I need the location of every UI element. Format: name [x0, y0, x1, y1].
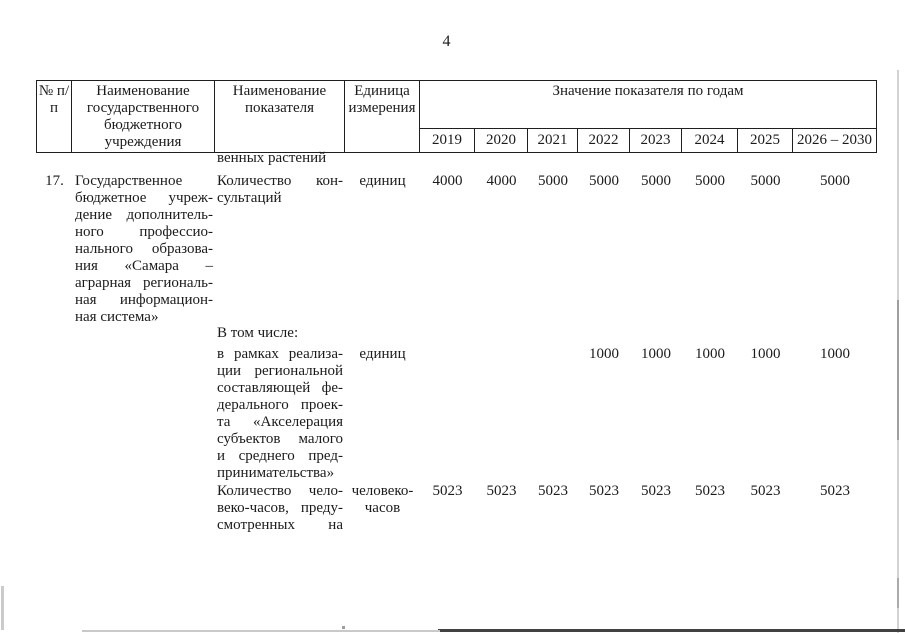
unit-line: человеко-	[351, 483, 414, 499]
header-year-2023: 2023	[630, 129, 682, 153]
institution-line: ная информацион-	[75, 292, 213, 308]
value-cell: 1000	[820, 346, 850, 362]
institution-line: дение дополнитель-	[75, 207, 213, 223]
header-cell-institution: Наименование государственного бюджетного учреждения	[72, 81, 215, 153]
carryover-text: венных растений	[217, 150, 327, 166]
indicator-line: дерального проек-	[217, 397, 343, 413]
value-cell: 5000	[589, 173, 619, 189]
value-cell: 1000	[589, 346, 619, 362]
header-cell-values-title: Значение показателя по годам	[420, 81, 877, 129]
indicator-line: и среднего пред-	[217, 448, 343, 464]
value-cell: 1000	[641, 346, 671, 362]
value-cell: 5000	[750, 173, 781, 189]
indicator-line: субъектов малого	[217, 431, 343, 447]
value-cell: 5023	[695, 483, 725, 499]
institution-line: бюджетное учреж-	[75, 190, 213, 206]
header-cell-unit: Единица измерения	[345, 81, 420, 153]
value-cell: 5023	[641, 483, 671, 499]
value-cell: 5023	[820, 483, 850, 499]
header-year-2020: 2020	[475, 129, 528, 153]
institution-name	[75, 173, 213, 326]
header-cell-num: № п/п	[37, 81, 72, 153]
value-cell: 1000	[695, 346, 725, 362]
page-number: 4	[442, 33, 451, 50]
value-cell: 5000	[641, 173, 671, 189]
institution-line: ния «Самара –	[75, 258, 213, 274]
indicator3-unit	[345, 483, 420, 517]
value-cell: 5000	[820, 173, 850, 189]
value-cell: 5023	[589, 483, 619, 499]
scan-artifact-left-edge	[1, 586, 4, 630]
indicator-line: в рамках реализа-	[217, 346, 343, 362]
indicator-line: сультаций	[217, 190, 282, 206]
header-year-2019: 2019	[420, 129, 475, 153]
scan-artifact-right-edge-dark2	[897, 578, 899, 608]
institution-line: нального образова-	[75, 241, 213, 257]
subtotal-label: В том числе:	[217, 325, 299, 341]
institution-line: ная система»	[75, 309, 159, 325]
scan-artifact-bottom-edge	[438, 629, 905, 632]
indicator-line: Количество чело-	[217, 483, 343, 499]
header-cell-indicator: Наименование показателя	[215, 81, 345, 153]
value-cell: 5023	[750, 483, 781, 499]
indicator-line: веко-часов, преду-	[217, 500, 343, 516]
value-cell: 5000	[538, 173, 568, 189]
value-cell: 4000	[432, 173, 463, 189]
indicator-line: та «Акселерация	[217, 414, 343, 430]
scan-artifact-dot	[342, 626, 345, 629]
value-cell: 5023	[486, 483, 517, 499]
row-number: 17.	[45, 173, 64, 189]
indicator-line: составляющей фе-	[217, 380, 343, 396]
institution-line: Государственное	[75, 173, 183, 189]
indicator1-unit: единиц	[359, 173, 406, 189]
indicator-line: Количество кон-	[217, 173, 343, 189]
indicator-line: смотренных на	[217, 517, 343, 533]
value-cell: 1000	[750, 346, 781, 362]
unit-line: часов	[364, 500, 401, 516]
header-year-2026-2030: 2026 – 2030	[793, 129, 877, 153]
indicator1-name	[217, 173, 343, 207]
indicator2-unit: единиц	[359, 346, 406, 362]
scan-artifact-bottom-edge-light	[82, 630, 440, 632]
scan-artifact-right-edge-dark	[897, 300, 899, 440]
value-cell: 5000	[695, 173, 725, 189]
header-year-2022: 2022	[578, 129, 630, 153]
indicator3-name	[217, 483, 343, 534]
indicator2-name	[217, 346, 343, 482]
institution-line: аграрная региональ-	[75, 275, 213, 291]
header-year-2025: 2025	[738, 129, 793, 153]
indicator-line: ции региональной	[217, 363, 343, 379]
header-year-2024: 2024	[682, 129, 738, 153]
indicators-table-header	[36, 80, 877, 153]
institution-line: ного профессио-	[75, 224, 213, 240]
value-cell: 4000	[486, 173, 517, 189]
indicator-line: принимательства»	[217, 465, 335, 481]
value-cell: 5023	[538, 483, 568, 499]
value-cell: 5023	[432, 483, 463, 499]
header-year-2021: 2021	[528, 129, 578, 153]
